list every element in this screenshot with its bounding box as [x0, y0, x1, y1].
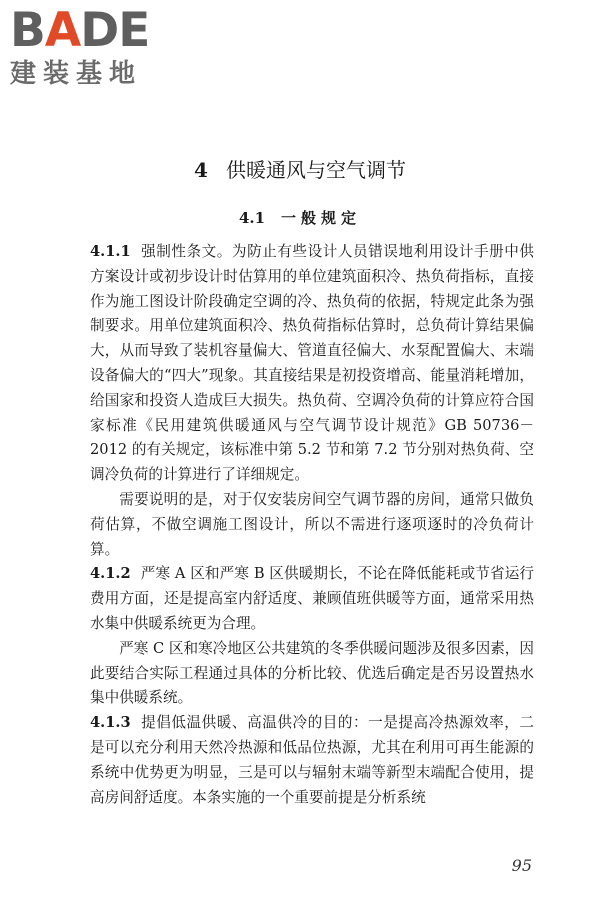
page-number: 95: [511, 856, 532, 875]
clause-4-1-2: [90, 562, 534, 636]
chapter-title-text: 供暖通风与空气调节: [225, 158, 406, 182]
clause-4-1-2-note: 严寒 C 区和寒冷地区公共建筑的冬季供暖问题涉及很多因素，因此要结合实际工程通过具体的分析比较、优选后确定是否另设置热水集中供暖系统。: [90, 639, 534, 707]
section-title-text: 一般规定: [281, 209, 362, 227]
chapter-number: 4: [194, 158, 208, 182]
clause-text: 严寒 A 区和严寒 B 区供暖期长，不论在降低能耗或节省运行费用方面，还是提高室内舒适度、兼顾值班供暖等方面，通常采用热水集中供暖系统更为合理。: [90, 565, 534, 632]
logo-subtitle: 建装基地: [10, 59, 143, 89]
section-title: [0, 208, 600, 228]
bade-logo: [10, 3, 180, 92]
clause-4-1-1-note: 需要说明的是，对于仅安装房间空气调节器的房间，通常只做负荷估算，不做空调施工图设计，所以不需进行逐项逐时的冷负荷计算。: [90, 490, 534, 558]
logo-brand: BADE: [10, 3, 150, 58]
clause-4-1-3: [90, 711, 534, 810]
section-number: 4.1: [238, 209, 266, 227]
body-text: [90, 240, 534, 810]
clause-text: 强制性条文。为防止有些设计人员错误地利用设计手册中供方案设计或初步设计时估算用的单位建筑面积冷、热负荷指标，直接作为施工图设计阶段确定空调的冷、热负荷的依据，特规定此条为强制要求。用单位建筑面积冷、热负荷指标估算时，总负荷计算结果偏大，从而导致了装机容量偏大、管道直径偏大、水泵配置偏大、末端设备偏大的“四大”现象。其直接结果是初投资增高、能量消耗增加，给国家和投资人造成巨大损失。热负荷、空调冷负荷的计算应符合国家标准《民用建筑供暖通风与空气调节设计规范》GB 50736－2012 的有关规定，该标准中第 5.2 节和第 7.2 节分别对热负荷、空调冷负荷的计算进行了详细规定。: [90, 243, 534, 484]
chapter-title: [0, 156, 600, 184]
clause-text: 提倡低温供暖、高温供冷的目的：一是提高冷热源效率，二是可以充分利用天然冷热源和低品位热源，尤其在利用可再生能源的系统中优势更为明显，三是可以与辐射末端等新型末端配合使用，提高房间舒适度。本条实施的一个重要前提是分析系统: [90, 714, 534, 806]
clause-number: 4.1.3: [90, 714, 131, 732]
clause-number: 4.1.1: [90, 243, 131, 260]
clause-number: 4.1.2: [90, 565, 131, 583]
logo-accent-letter: A: [44, 3, 81, 58]
clause-4-1-1: [90, 240, 534, 488]
